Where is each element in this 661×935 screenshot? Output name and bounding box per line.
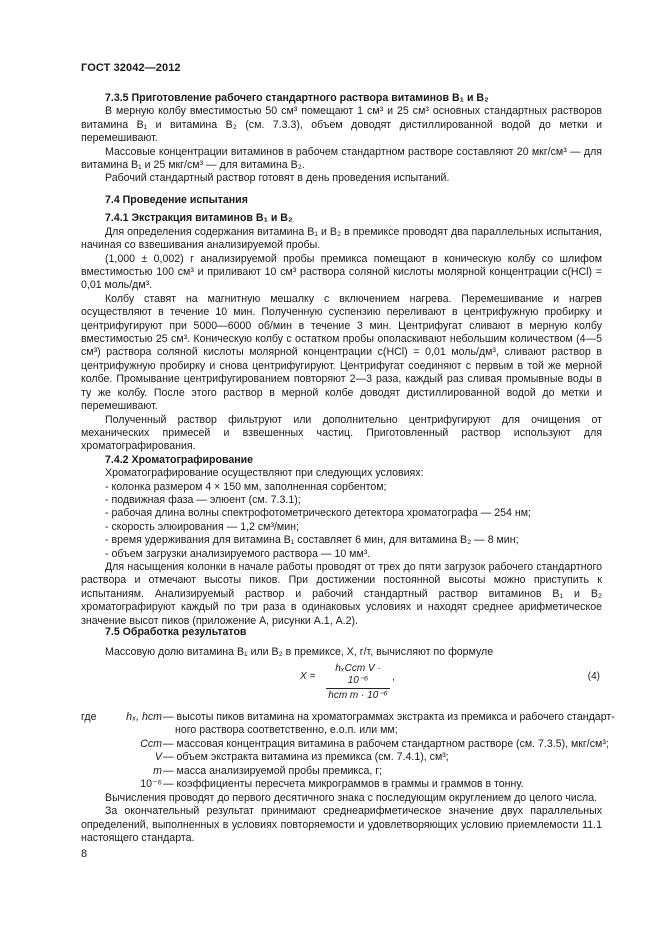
- formula-lhs: X =: [300, 671, 316, 682]
- list-item: - скорость элюирования — 1,2 см³/мин;: [105, 520, 299, 533]
- legend-symbol: m: [153, 764, 162, 777]
- formula-4: [300, 663, 600, 703]
- section-title: 7.3.5 Приготовление рабочего стандартного раствора витаминов B₁ и B₂: [105, 92, 489, 104]
- subsection-title: 7.4.1 Экстракция витаминов B₁ и B₂: [105, 212, 293, 225]
- paragraph: Колбу ставят на магнитную мешалку с включением нагрева. Перемешивание и нагрев осуществляют в течение 10 мин. Полученную суспензию переливают в центрифужную пробирку и центрифугируют при 5000—6000 об/мин в течение 3 мин. Центрифугат сливают в мерную колбу вместимостью 25 см³. Коническую колбу с остатком пробы ополаскивают небольшим количеством (4—5 см³) раствора соляной кислоты молярной концентрации c(HCl) = 0,01 моль/дм³, сливают раствор в центрифужную пробирку и снова центрифугируют. Центрифугат соединяют с первым в той же мерной колбе. Промывание центрифугированием повторяют 2—3 раза, каждый раз сливая промывные воды в ту же колбу. После этого раствор в мерной колбе доводят дистиллированной водой до метки и перемешивают.: [81, 292, 602, 413]
- list-item: - колонка размером 4 × 150 мм, заполненная сорбентом;: [105, 480, 387, 493]
- list-item: - рабочая длина волны спектрофотометрического детектора хроматографа — 254 нм;: [105, 507, 531, 520]
- formula-fraction: [326, 663, 390, 702]
- section-title: 7.4 Проведение испытания: [105, 194, 248, 206]
- formula-legend: [81, 711, 615, 791]
- legend-definition: — высоты пиков витамина на хроматограммах экстракта из премикса и рабочего стандарт-: [163, 711, 615, 723]
- formula-denominator: hст m · 10⁻⁶: [328, 690, 388, 701]
- section-title: 7.5 Обработка результатов: [105, 626, 247, 638]
- subsection-title: 7.4.2 Хроматографирование: [105, 453, 254, 466]
- where-label: где: [81, 711, 97, 723]
- paragraph: Для насыщения колонки в начале работы проводят от трех до пяти загрузок рабочего стандартного раствора и отмечают высоты пиков. При достижении постоянной высоты можно приступить к испытаниям. Анализируемый раствор и рабочий стандартный раствор витаминов B₁ и B₂ хроматографируют каждый по три раза в одинаковых условиях и находят среднее арифметическое значение высот пиков (приложение А, рисунки А.1, А.2).: [81, 560, 602, 627]
- legend-row: [81, 778, 602, 791]
- section-7-5: [81, 626, 602, 660]
- legend-definition: — массовая концентрация витамина в рабочем стандартном растворе (см. 7.3.5), мкг/см³;: [163, 737, 609, 750]
- paragraph: Массовые концентрации витаминов в рабочем стандартном растворе составляют 20 мкг/см³ — для витамина B₁ и 25 мкг/см³ — для витамина B₂.: [81, 145, 602, 172]
- list-item: - время удерживания для витамина B₁ составляет 6 мин, для витамина B₂ — 8 мин;: [105, 534, 519, 547]
- paragraph: Для определения содержания витамина B₁ и B₂ в премиксе проводят два параллельных испытания, начиная со взвешивания анализируемой пробы.: [81, 225, 602, 252]
- legend-symbol: hₓ, hст: [126, 711, 162, 723]
- page-number: 8: [81, 848, 88, 860]
- section-7-3-5: [81, 92, 602, 186]
- paragraph: Рабочий стандартный раствор готовят в день проведения испытаний.: [105, 172, 450, 185]
- formula-comma: ,: [392, 672, 395, 683]
- formula-number: (4): [587, 671, 600, 682]
- paragraph: Массовую долю витамина B₁ или B₂ в премиксе, X, г/т, вычисляют по формуле: [105, 646, 494, 659]
- standard-header: ГОСТ 32042—2012: [81, 62, 181, 74]
- paragraph: Полученный раствор фильтруют или дополнительно центрифугируют для очищения от механических примесей и взвешенных частиц. Приготовленный раствор используют для хроматографирования.: [81, 413, 602, 453]
- legend-row: [81, 711, 615, 724]
- formula-numerator: hₓCст V · 10⁻⁶: [326, 663, 390, 689]
- list-item: - объем загрузки анализируемого раствора — 10 мм³.: [105, 547, 371, 560]
- legend-symbol: Cст: [140, 737, 162, 750]
- paragraph: (1,000 ± 0,002) г анализируемой пробы премикса помещают в коническую колбу со шлифом вместимостью 100 см³ и приливают 10 см³ раствора соляной кислоты молярной концентрации c(HCl) = 0,01 моль/дм³.: [81, 252, 602, 292]
- legend-row: [81, 751, 602, 764]
- section-7-5-closing: [81, 792, 602, 846]
- paragraph: Вычисления проводят до первого десятичного знака с последующим округлением до целого числа.: [105, 792, 598, 804]
- legend-symbol: V: [154, 751, 162, 764]
- legend-row: [81, 765, 602, 778]
- legend-definition: — коэффициенты пересчета микрограммов в граммы и граммов в тонну.: [163, 777, 524, 790]
- legend-row: [81, 724, 602, 737]
- legend-definition: ного раствора соответственно, е.о.п. или мм;: [175, 724, 398, 737]
- paragraph: В мерную колбу вместимостью 50 см³ помещают 1 см³ и 25 см³ основных стандартных растворов витамина B₁ и витамина B₂ (см. 7.3.3), объем доводят дистиллированной водой до метки и перемешивают.: [81, 105, 602, 145]
- legend-symbol: 10⁻⁶: [140, 777, 162, 790]
- paragraph: Хроматографирование осуществляют при следующих условиях:: [105, 467, 424, 480]
- paragraph: За окончательный результат принимают среднеарифметическое значение двух параллельных определений, выполненных в условиях повторяемости и удовлетворяющих условию приемлемости 11.1 настоящего стандарта.: [81, 805, 602, 845]
- list-item: - подвижная фаза — элюент (см. 7.3.1);: [105, 493, 301, 506]
- legend-definition: — масса анализируемой пробы премикса, г;: [163, 764, 383, 777]
- section-7-4: [81, 194, 602, 628]
- legend-definition: — объем экстракта витамина из премикса (см. 7.4.1), см³;: [163, 751, 449, 764]
- legend-row: [81, 737, 609, 751]
